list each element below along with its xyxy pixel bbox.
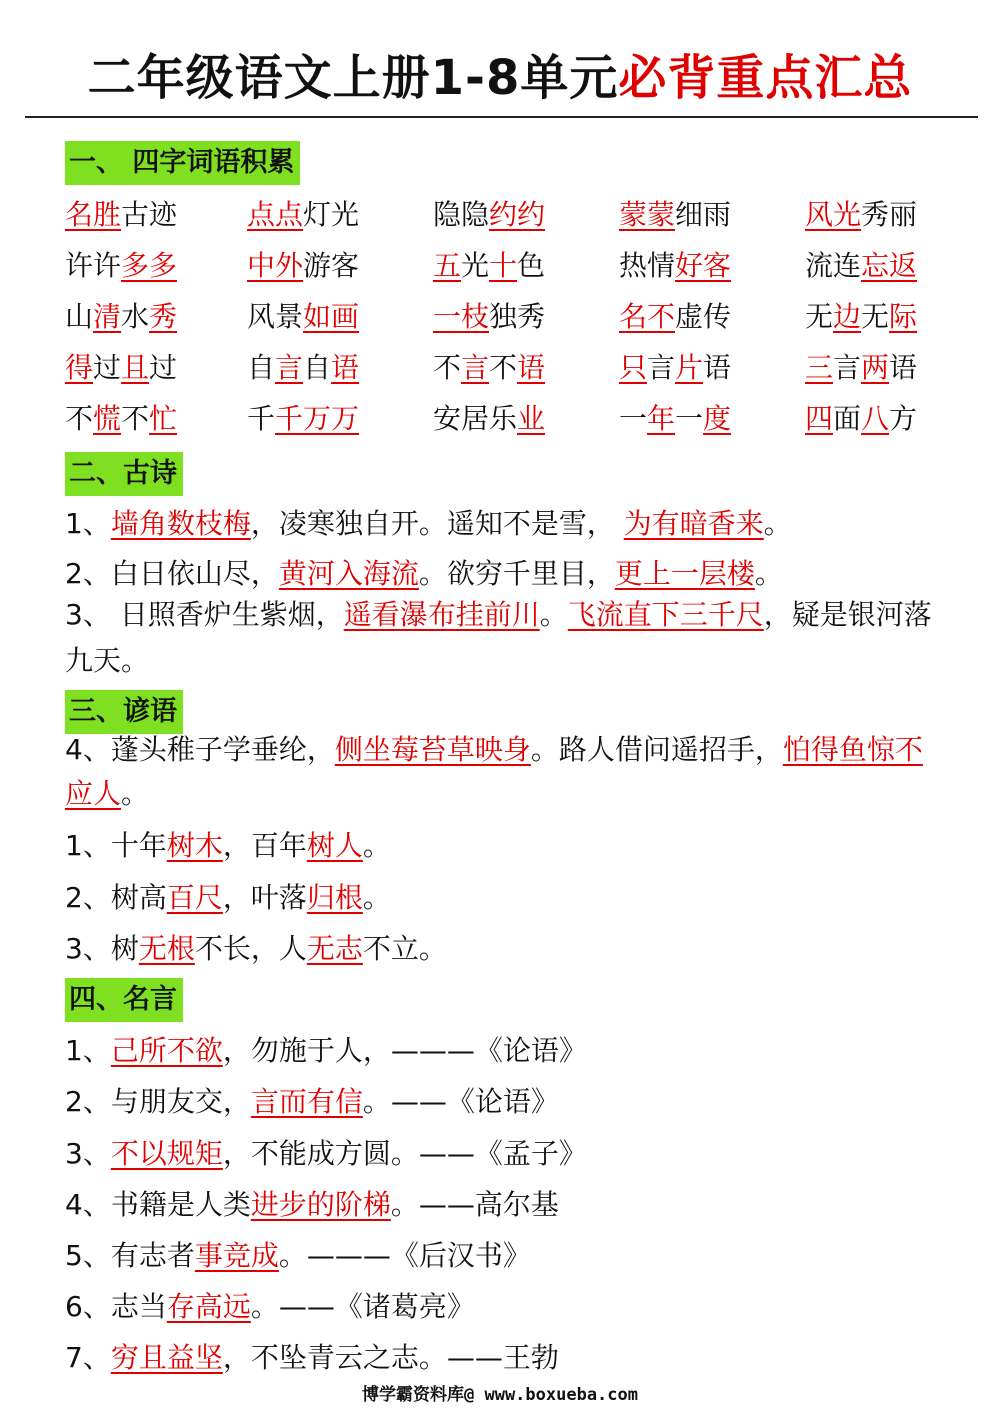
text-segment: 秀丽: [861, 198, 918, 231]
text-segment: ，叶落: [222, 881, 307, 914]
text-segment: 1、: [65, 1034, 111, 1067]
proverb-line: [65, 822, 940, 870]
proverb-line: [65, 728, 940, 816]
highlighted-answer: 五: [433, 249, 462, 282]
highlighted-answer: 两: [861, 351, 890, 384]
idiom-item: [433, 190, 619, 241]
text-segment: 1、十年: [65, 829, 167, 862]
text-segment: 水: [121, 300, 150, 333]
idiom-item: [619, 190, 805, 241]
highlighted-answer: 言: [275, 351, 304, 384]
idiom-item: [247, 241, 433, 292]
highlighted-answer: 如画: [303, 300, 360, 333]
text-segment: ，疑是银河落九天。: [65, 598, 932, 677]
text-segment: 山: [65, 300, 94, 333]
text-segment: 2、白日依山尽，: [65, 557, 279, 590]
text-segment: 不: [489, 351, 518, 384]
text-segment: 。——《论语》: [362, 1085, 559, 1118]
text-segment: 一: [675, 402, 704, 435]
text-segment: 灯光: [303, 198, 360, 231]
highlighted-answer: 侧坐莓苔草映身: [334, 733, 531, 766]
highlighted-answer: 语: [517, 351, 546, 384]
highlighted-answer: 中外: [247, 249, 304, 282]
page-title: [0, 42, 1000, 114]
highlighted-answer: 无根: [138, 932, 195, 965]
text-segment: 2、树高: [65, 881, 167, 914]
text-segment: 1、: [65, 507, 111, 540]
text-segment: 游客: [303, 249, 360, 282]
quote-line: [65, 1232, 940, 1280]
text-segment: ，凌寒独自开。遥知不是雪，: [250, 507, 624, 540]
highlighted-answer: 为有暗香来: [623, 507, 764, 540]
highlighted-answer: 己所不欲: [110, 1034, 223, 1067]
idiom-item: [247, 343, 433, 394]
highlighted-answer: 言而有信: [250, 1085, 363, 1118]
highlighted-answer: 名不: [619, 300, 676, 333]
text-segment: 。: [362, 829, 391, 862]
idiom-item: [247, 292, 433, 343]
proverb-line: [65, 925, 940, 973]
highlighted-answer: 三: [805, 351, 834, 384]
text-segment: 色: [517, 249, 546, 282]
highlighted-answer: 蒙蒙: [619, 198, 676, 231]
text-segment: 不: [433, 351, 462, 384]
highlighted-answer: 语: [331, 351, 360, 384]
highlighted-answer: 树木: [166, 829, 223, 862]
text-segment: 自: [303, 351, 332, 384]
text-segment: ，百年: [222, 829, 307, 862]
title-red: 必背重点汇总: [618, 50, 913, 106]
idiom-item: [619, 241, 805, 292]
idiom-item: [805, 343, 955, 394]
text-segment: 言: [647, 351, 676, 384]
text-segment: 不立。: [362, 932, 447, 965]
quote-line: [65, 1027, 940, 1075]
highlighted-answer: 业: [517, 402, 546, 435]
highlighted-answer: 度: [703, 402, 732, 435]
text-segment: 隐隐: [433, 198, 490, 231]
text-segment: ，不坠青云之志。——王勃: [222, 1341, 559, 1374]
text-segment: 热情: [619, 249, 676, 282]
text-segment: 虚传: [675, 300, 732, 333]
highlighted-answer: 穷且益坚: [110, 1341, 223, 1374]
text-segment: 语: [889, 351, 918, 384]
highlighted-answer: 片: [675, 351, 704, 384]
text-segment: 不: [65, 402, 94, 435]
highlighted-answer: 四: [805, 402, 834, 435]
text-segment: 流连: [805, 249, 862, 282]
title-black: 二年级语文上册1-8单元: [87, 50, 619, 106]
text-segment: 3、 日照香炉生紫烟，: [65, 598, 344, 631]
text-segment: 不长，人: [194, 932, 307, 965]
highlighted-answer: 遥看瀑布挂前川: [343, 598, 540, 631]
text-segment: 细雨: [675, 198, 732, 231]
highlighted-answer: 只: [619, 351, 648, 384]
highlighted-answer: 不以规矩: [110, 1137, 223, 1170]
quote-line: [65, 1283, 940, 1331]
idiom-item: [433, 343, 619, 394]
highlighted-answer: 忙: [149, 402, 178, 435]
highlighted-answer: 言: [461, 351, 490, 384]
text-segment: 面: [833, 402, 862, 435]
poem-line: [65, 550, 940, 598]
text-segment: 4、蓬头稚子学垂纶，: [65, 733, 335, 766]
highlighted-answer: 树人: [306, 829, 363, 862]
idiom-item: [65, 190, 247, 241]
highlighted-answer: 存高远: [166, 1290, 251, 1323]
text-segment: 。: [362, 881, 391, 914]
quote-line: [65, 1130, 940, 1178]
text-segment: 风景: [247, 300, 304, 333]
highlighted-answer: 清: [93, 300, 122, 333]
text-segment: 。: [763, 507, 792, 540]
section-heading-quotes: 四、名言: [65, 978, 183, 1022]
text-segment: 3、树: [65, 932, 139, 965]
text-segment: 独秀: [489, 300, 546, 333]
idiom-item: [65, 394, 247, 445]
idiom-item: [433, 394, 619, 445]
idiom-item: [247, 394, 433, 445]
text-segment: 言: [833, 351, 862, 384]
highlighted-answer: 无志: [306, 932, 363, 965]
highlighted-answer: 墙角数枝梅: [110, 507, 251, 540]
highlighted-answer: 忘返: [861, 249, 918, 282]
text-segment: 一: [619, 402, 648, 435]
highlighted-answer: 慌: [93, 402, 122, 435]
highlighted-answer: 黄河入海流: [278, 557, 419, 590]
highlighted-answer: 名胜: [65, 198, 122, 231]
proverb-line: [65, 874, 940, 922]
text-segment: 过: [149, 351, 178, 384]
highlighted-answer: 得: [65, 351, 94, 384]
text-segment: 。: [539, 598, 568, 631]
idiom-item: [619, 394, 805, 445]
idiom-item: [65, 241, 247, 292]
idiom-item: [619, 343, 805, 394]
idiom-item: [247, 190, 433, 241]
quote-line: [65, 1334, 940, 1382]
text-segment: 光: [461, 249, 490, 282]
text-segment: 过: [93, 351, 122, 384]
text-segment: 方: [889, 402, 918, 435]
highlighted-answer: 一枝: [433, 300, 490, 333]
highlighted-answer: 约约: [489, 198, 546, 231]
highlighted-answer: 风光: [805, 198, 862, 231]
text-segment: 。——高尔基: [390, 1188, 559, 1221]
idiom-item: [805, 394, 955, 445]
poem-line: [65, 592, 940, 684]
footer-watermark: 博学霸资料库@ www.boxueba.com: [362, 1385, 638, 1405]
text-segment: 。路人借问遥招手，: [530, 733, 783, 766]
text-segment: 千: [247, 402, 276, 435]
text-segment: 自: [247, 351, 276, 384]
text-segment: 。: [754, 557, 783, 590]
idiom-item: [65, 343, 247, 394]
idiom-grid: [65, 190, 955, 445]
text-segment: ，不能成方圆。——《孟子》: [222, 1137, 587, 1170]
text-segment: 许许: [65, 249, 122, 282]
idiom-item: [433, 292, 619, 343]
section-heading-proverbs: 三、谚语: [65, 690, 183, 734]
highlighted-answer: 百尺: [166, 881, 223, 914]
text-segment: 语: [703, 351, 732, 384]
text-segment: ，勿施于人，———《论语》: [222, 1034, 587, 1067]
text-segment: 3、: [65, 1137, 111, 1170]
text-segment: 无: [805, 300, 834, 333]
text-segment: 5、有志者: [65, 1239, 195, 1272]
text-segment: 2、与朋友交，: [65, 1085, 251, 1118]
poem-line: [65, 500, 940, 548]
highlighted-answer: 十: [489, 249, 518, 282]
idiom-item: [433, 241, 619, 292]
section-heading-poems: 二、古诗: [65, 452, 183, 496]
highlighted-answer: 事竞成: [194, 1239, 279, 1272]
highlighted-answer: 际: [889, 300, 918, 333]
text-segment: 无: [861, 300, 890, 333]
idiom-item: [805, 190, 955, 241]
idiom-item: [65, 292, 247, 343]
text-segment: 安居乐: [433, 402, 518, 435]
text-segment: 。——《诸葛亮》: [250, 1290, 475, 1323]
highlighted-answer: 且: [121, 351, 150, 384]
text-segment: 4、书籍是人类: [65, 1188, 251, 1221]
highlighted-answer: 进步的阶梯: [250, 1188, 391, 1221]
highlighted-answer: 八: [861, 402, 890, 435]
text-segment: 6、志当: [65, 1290, 167, 1323]
idiom-item: [805, 292, 955, 343]
text-segment: 。: [121, 777, 150, 810]
highlighted-answer: 年: [647, 402, 676, 435]
idiom-item: [619, 292, 805, 343]
quote-line: [65, 1078, 940, 1126]
highlighted-answer: 归根: [306, 881, 363, 914]
highlighted-answer: 点点: [247, 198, 304, 231]
text-segment: 。———《后汉书》: [278, 1239, 531, 1272]
text-segment: 。欲穷千里目，: [418, 557, 615, 590]
highlighted-answer: 多多: [121, 249, 178, 282]
highlighted-answer: 更上一层楼: [614, 557, 755, 590]
highlighted-answer: 秀: [149, 300, 178, 333]
quote-line: [65, 1181, 940, 1229]
text-segment: 不: [121, 402, 150, 435]
text-segment: 古迹: [121, 198, 178, 231]
text-segment: 7、: [65, 1341, 111, 1374]
idiom-item: [805, 241, 955, 292]
highlighted-answer: 飞流直下三千尺: [567, 598, 764, 631]
highlighted-answer: 千万万: [275, 402, 360, 435]
title-divider: [25, 116, 978, 118]
section-heading-idioms: 一、 四字词语积累: [65, 141, 300, 185]
highlighted-answer: 怕得鱼惊不应人: [65, 733, 923, 810]
highlighted-answer: 好客: [675, 249, 732, 282]
highlighted-answer: 边: [833, 300, 862, 333]
